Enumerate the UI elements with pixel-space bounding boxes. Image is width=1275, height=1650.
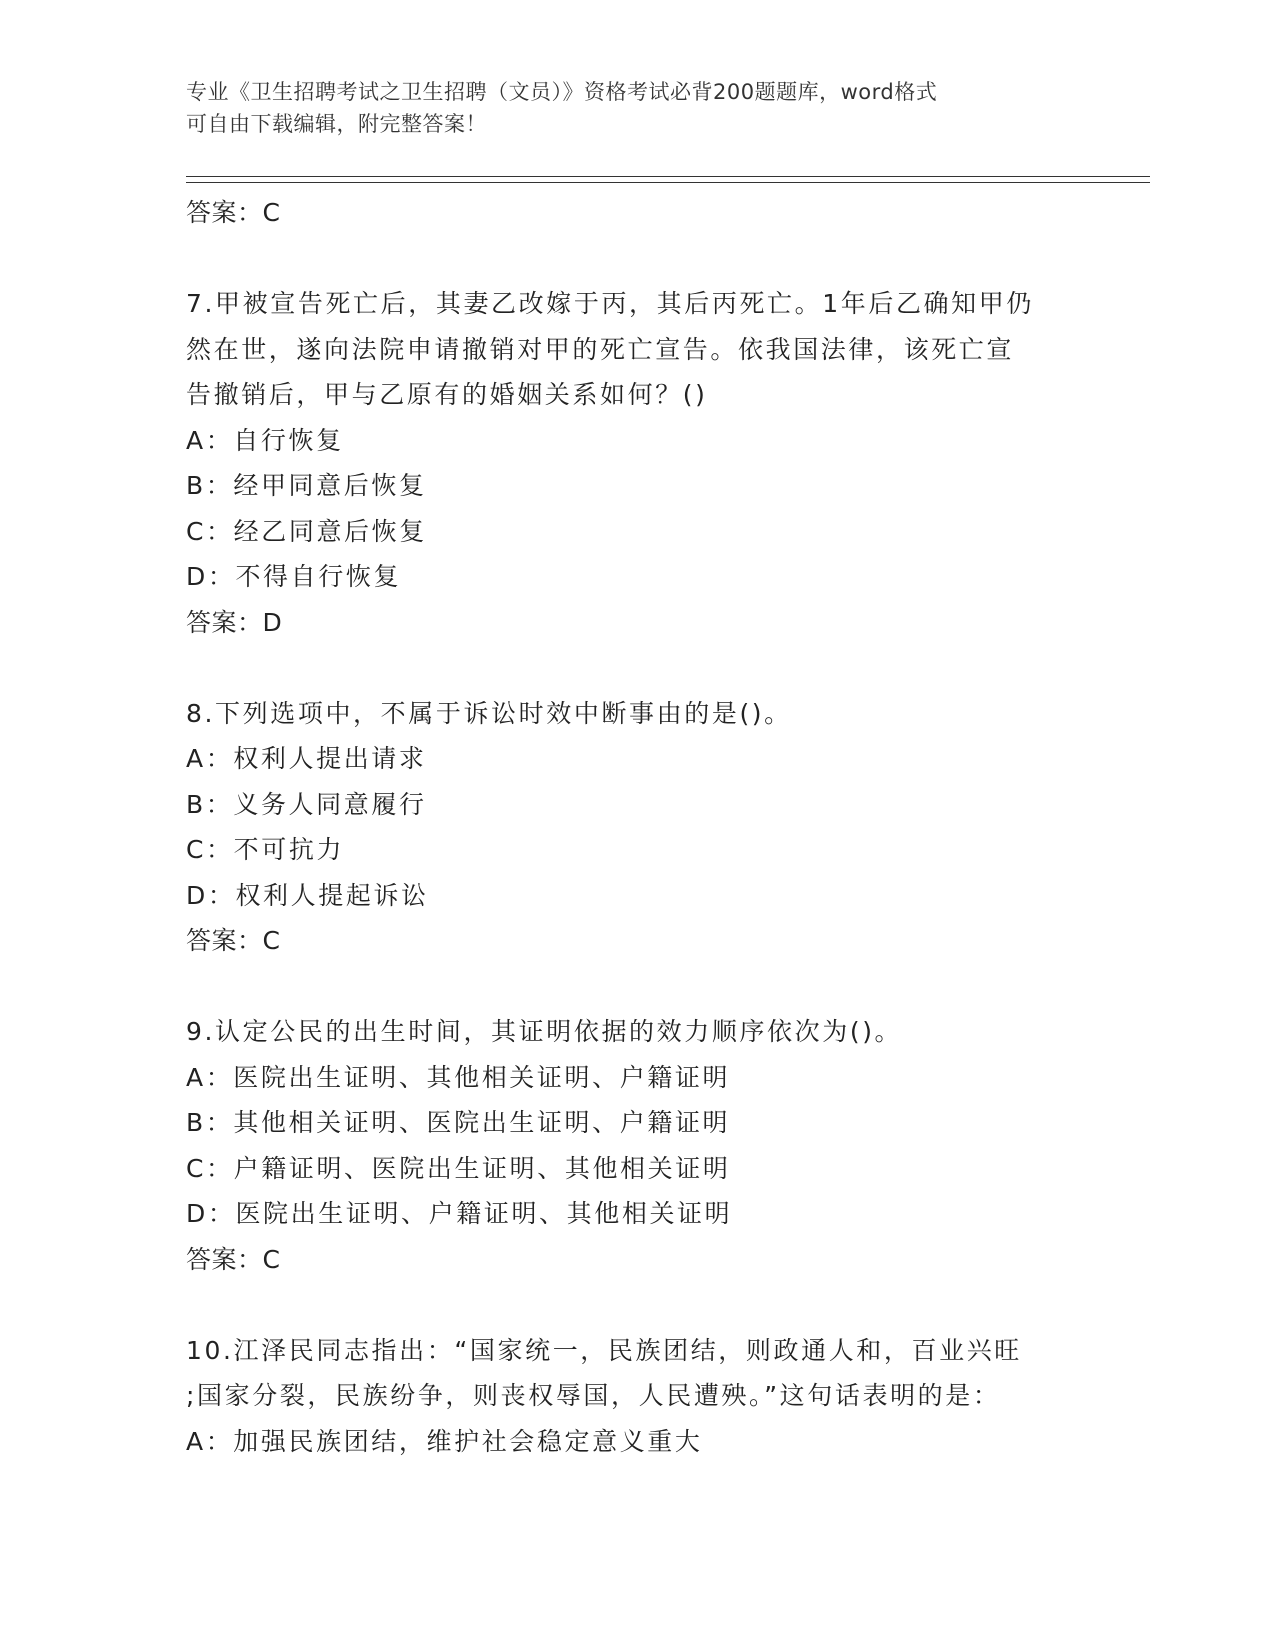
answer-line: 答案：D: [186, 607, 283, 637]
option-c: C：户籍证明、医院出生证明、其他相关证明: [186, 1153, 731, 1183]
answer-line: 答案：C: [186, 1244, 281, 1274]
spacer: [186, 645, 1086, 691]
previous-answer: 答案：C: [186, 198, 281, 227]
option-a: A：加强民族团结，维护社会稳定意义重大: [186, 1426, 703, 1456]
question-stem-line: 8.下列选项中，不属于诉讼时效中断事由的是()。: [186, 698, 792, 728]
header-line-2: 可自由下载编辑，附完整答案！: [186, 112, 487, 136]
spacer: [186, 1282, 1086, 1328]
option-a: A：自行恢复: [186, 425, 344, 455]
spacer: [186, 964, 1086, 1010]
question-8: [186, 691, 1086, 964]
header-divider-bottom: [186, 182, 1150, 183]
question-stem-line: 告撤销后，甲与乙原有的婚姻关系如何？(): [186, 380, 708, 409]
header-divider-top: [186, 176, 1150, 177]
header-line-1: 专业《卫生招聘考试之卫生招聘（文员）》资格考试必背200题题库，word格式: [186, 80, 938, 104]
option-d: D：医院出生证明、户籍证明、其他相关证明: [186, 1199, 733, 1228]
option-d: D：不得自行恢复: [186, 562, 402, 591]
question-stem-line: ;国家分裂，民族纷争，则丧权辱国，人民遭殃。”这句话表明的是：: [186, 1381, 1001, 1410]
question-10: [186, 1328, 1086, 1465]
option-a: A：权利人提出请求: [186, 744, 427, 773]
question-stem-line: 然在世，遂向法院申请撤销对甲的死亡宣告。依我国法律，该死亡宣: [186, 334, 1015, 364]
answer-line: 答案：C: [186, 926, 281, 955]
question-stem-line: 7.甲被宣告死亡后，其妻乙改嫁于丙，其后丙死亡。1年后乙确知甲仍: [186, 289, 1034, 318]
option-a: A：医院出生证明、其他相关证明、户籍证明: [186, 1062, 731, 1092]
option-c: C：经乙同意后恢复: [186, 516, 427, 546]
option-c: C：不可抗力: [186, 835, 345, 864]
question-7: [186, 281, 1086, 645]
option-d: D：权利人提起诉讼: [186, 880, 429, 910]
spacer: [186, 236, 1086, 282]
document-body: [186, 190, 1086, 1464]
question-9: [186, 1009, 1086, 1282]
question-stem-line: 10.江泽民同志指出：“国家统一，民族团结，则政通人和，百业兴旺: [186, 1335, 1022, 1365]
option-b: B：经甲同意后恢复: [186, 471, 427, 500]
option-b: B：其他相关证明、医院出生证明、户籍证明: [186, 1108, 731, 1137]
question-stem-line: 9.认定公民的出生时间，其证明依据的效力顺序依次为()。: [186, 1017, 903, 1046]
document-header: [186, 76, 1086, 140]
option-b: B：义务人同意履行: [186, 789, 427, 819]
